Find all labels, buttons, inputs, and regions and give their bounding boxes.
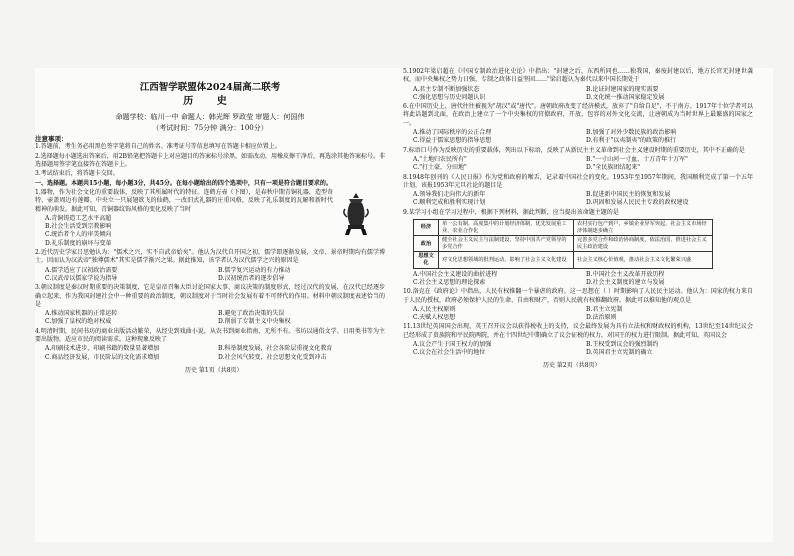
option: D.社会主义制度的建立与发展: [586, 278, 665, 286]
table-cell: 社会主义核心价值观，推动社会主义文化繁荣兴盛: [573, 252, 712, 268]
option: A.儒学适应了汉初政治需要: [45, 266, 118, 274]
option: C.议会在社会生活中的地位: [413, 349, 486, 357]
option: A.人民主权原则: [413, 305, 456, 313]
option: C.强化思想与历史问题认识: [413, 93, 486, 101]
options: [413, 341, 753, 358]
left-page: [35, 68, 385, 374]
option: C.统治者个人的审美倾向: [45, 231, 112, 239]
option: B."一寸山河一寸血，十万青年十万军": [586, 155, 688, 163]
comparison-table: [413, 219, 713, 269]
option: D.削弱了专制主义中央集权: [218, 318, 291, 326]
table-row-label: 经济: [414, 220, 439, 236]
table-row: [414, 220, 713, 236]
table-cell: 健全社会主义民主与法制建设，坚持中国共产党领导的多党合作: [439, 236, 574, 252]
option: B.儒学复兴运动的有力推动: [218, 266, 291, 274]
option: B.社会生活受到宗教影响: [45, 223, 112, 231]
options: [413, 191, 753, 208]
option: D.英国君主立宪制的确立: [586, 349, 653, 357]
question-stem: 6.在中国历史上，唐代往往被视为"胡汉"或"唐代"。唐朝政府改变了经济模式，放弃了"自给自足"，不于南方。1917年十位学者可以将此话题到北面，在政治上建立了一个中央集权的官僚政府，开放、包容的对外文化交流，让唐朝成为当时世界上最繁盛的国家之一。: [403, 103, 753, 127]
question-8: [403, 174, 753, 208]
page-number-left: 历史 第1页（共8页）: [185, 366, 243, 374]
option: D."全民族团结起来": [586, 164, 641, 172]
table-cell: 农村实行包产到户，乡镇企业异军突起，社会主义市场经济体制逐步确立: [573, 220, 712, 236]
exam-title: 江西智学联盟体2024届高二联考: [139, 82, 281, 93]
question-1: [35, 189, 385, 248]
option: A.领导我们走向伟大的新年: [413, 191, 486, 199]
right-page: [403, 68, 753, 370]
question-stem: 1.器物，作为社会文化的重要载体，反映了其所属时代的特征。连鹤方壶（下图），是春秋中期青铜礼器，造型奇特，壶盖周边有莲瓣、中央立一只展翅欲飞的仙鹤，一改旧式礼器的庄重风格，反映了礼乐制度的瓦解和新时代精神的萌发。据此可知，青铜器纹饰风格的变化反映了当时: [35, 188, 333, 213]
option: B.王权受到议会的强烈制约: [586, 340, 659, 348]
option: C.天赋人权思想: [413, 314, 456, 322]
question-9: [403, 209, 753, 287]
question-11: [403, 323, 753, 357]
question-stem: 9.某学习小组在学习过程中，根据下列材料，据此判断，应当提出该命题主题的是: [403, 208, 619, 216]
option: C.加强了皇权的绝对权威: [45, 318, 112, 326]
notice-item: 2.选择题每小题选出答案后，用2B铅笔把答题卡上对应题目的答案标号涂黑，如需改动，用橡皮擦干净后，再选涂其他答案标号。非选择题用签字笔直接答在答题卡上。: [35, 152, 385, 169]
options: [413, 129, 753, 146]
question-stem: 10.洛克在《政府论》中指出，人民有权推翻一个暴虐的政府。这一思想在（ ）时期影响了人民民主运动。他认为：国家的权力来自于人民的授权，政府必须保护人民的生命、自由和财产，否则人民就有权推翻政府。据此可以推知他的观点是: [403, 288, 753, 304]
notice-heading: 注意事项：: [35, 135, 68, 144]
option: C."打土豪，分田地": [413, 164, 467, 172]
option: C.汉武帝以儒家学说为指导: [45, 274, 118, 282]
question-10: [403, 288, 753, 322]
options: [45, 345, 385, 362]
option: A.青铜铸造工艺水平高超: [45, 214, 112, 222]
page-number-right: 历史 第2页（共8页）: [543, 362, 601, 370]
options: [45, 310, 385, 327]
options: [45, 215, 333, 248]
option: D.汉初统治者的逐步倡导: [218, 274, 285, 282]
option: D.巩固和发展人民民主专政的政权建设: [586, 199, 689, 207]
options: [413, 86, 753, 103]
options: [413, 271, 753, 288]
question-stem: 5.1902年梁启超在《中国专制政治进化史论》中指出："封建之后，东西所同也……独我国，秦废封建以后，地方长官无封建世袭权，而中央集权之势力日强，专制之政体日益坚固……"梁启超认为秦代以来中国长期处于: [403, 68, 753, 84]
option: A.议会产生于国王权力的加强: [413, 340, 492, 348]
option: A.印刷技术进步，印刷书籍的数量显著增加: [45, 345, 160, 353]
exam-sheet: [35, 68, 773, 542]
options: [413, 306, 753, 323]
option: B.避免了政治决策的失误: [218, 310, 285, 318]
option: A.推动国家机器的正常运转: [45, 310, 118, 318]
question-stem: 11.13世纪英国国会出现，英王召开议会以获得税收上的支持，议会最终发展为具有立法权和财政权的机构，13世纪至14世纪议会已经形成了贵族院和平民院两院，并在十四世纪中期确立了议会征税的权力，对国王的权力进行限制。据此可知，英国议会: [403, 323, 753, 339]
option: A."土地归农民所有": [413, 155, 467, 163]
question-stem: 8.1948年创刊的《人民日报》作为党和政府的喉舌，记录着中国社会的变化。1953年至1957年期间，我国顺利完成了第一个五年计划，该报1953年元旦社论的题目是: [403, 173, 753, 189]
question-5: [403, 68, 753, 102]
table-row-label: 思想文化: [414, 252, 439, 268]
option: B.中国社会主义改革开放历程: [586, 270, 665, 278]
question-7: [403, 147, 753, 173]
option: C.得益于儒家思想的指导思想: [413, 137, 492, 145]
option: D.社会风气转变，社会思想文化受到冲击: [218, 353, 327, 361]
question-6: [403, 103, 753, 145]
question-stem: 4.明清时期，民间书坊的商业出版活动繁荣，从经史到戏曲小说，从农书到商业指南，无所不有。书坊以通俗文学、日用类书等为主要出版物，适应市民的阅读需求。这种现象反映了: [35, 327, 385, 344]
question-2: [35, 249, 385, 283]
question-3: [35, 284, 385, 326]
bronze-vessel-image: [341, 191, 371, 237]
question-stem: 3.朝议制度是秦汉时期重要的决策制度，它是皇帝召集大臣讨论国家大事、商议决策的制度形式，经过汉代的发展，在汉代已经逐步确立起来，作为我国封建社会中一种重要的政治制度，朝议制度对于当时社会发展有着不可替代的作用。材料中朝议制度表述恰当的是: [35, 284, 385, 308]
option: A.中国社会主义建设的曲折进程: [413, 270, 498, 278]
question-stem: 2.近代历史学家吕思勉认为："儒术之兴，实不自武帝始矣"。他认为汉代自开国之初，儒学即逐渐发展，文帝、景帝时期均有儒学博士，因而认为汉武帝"独尊儒术"其实是儒学渐兴之果。据此推知，该学者认为汉代儒学之兴的原因是: [35, 249, 385, 265]
option: B.君主立宪制: [586, 305, 623, 313]
notice-item: 3.考试结束后，将答题卡交回。: [35, 170, 119, 178]
options: [413, 156, 753, 173]
notice-item: 1.答题前，考生务必用黑色签字笔将自己的姓名、准考证号等信息填写在答题卡相应位置上。: [35, 143, 281, 151]
exam-info-line1: 命题学校：临川一中 命题人：韩光辉 罗政莹 审题人：何国伟: [115, 112, 305, 121]
table-cell: 对文化思想领域的批判运动，影响了社会主义文化建设: [439, 252, 574, 268]
exam-info-line2: （考试时间：75分钟 满分：100分）: [152, 123, 268, 132]
option: D.有利于"以夷制夷"的政策的推行: [586, 137, 677, 145]
question-4: [35, 328, 385, 362]
table-row: [414, 236, 713, 252]
option: B.加强了对外少数民族的政治影响: [586, 129, 677, 137]
option: D.文化统一推动国家稳定发展: [586, 93, 665, 101]
option: D.礼乐制度的崩坏与变革: [45, 239, 112, 247]
table-cell: 完善多党合作和政治协商制度，依法治国，推进社会主义民主政治建设: [573, 236, 712, 252]
table-row: [414, 252, 713, 268]
option: A.推动了国际秩序的公正合理: [413, 129, 492, 137]
option: B.论证封建国家的现实需要: [586, 85, 659, 93]
table-row-label: 政治: [414, 236, 439, 252]
table-cell: 单一公有制，高度集中的计划经济体制，优先发展重工业，农业合作化: [439, 220, 574, 236]
option: B.科举制度发展，社会各阶层重视文化教育: [218, 345, 333, 353]
options: [45, 267, 385, 284]
option: C.顺利完成和胜利实现计划: [413, 199, 486, 207]
question-stem: 7.标语口号作为反映历史的重要载体，列出以下标语，反映了从新民主主义革命到社会主义建设时期的重要历史，其中不正确的是: [403, 146, 745, 154]
option: C.商品经济发展，市民阶层的文化需求增加: [45, 353, 160, 361]
option: D.法治原则: [586, 314, 617, 322]
option: A.君主专制不断加强状态: [413, 85, 480, 93]
section-heading: 一、选择题。本题共15小题，每小题3分，共45分。在每小题给出的四个选项中，只有一项是符合题目要求的。: [35, 179, 332, 187]
subject-title: 历 史: [183, 96, 237, 108]
option: B.促进新中国民主的恢复和发展: [586, 191, 671, 199]
option: C.社会主义思想的理论探索: [413, 278, 486, 286]
